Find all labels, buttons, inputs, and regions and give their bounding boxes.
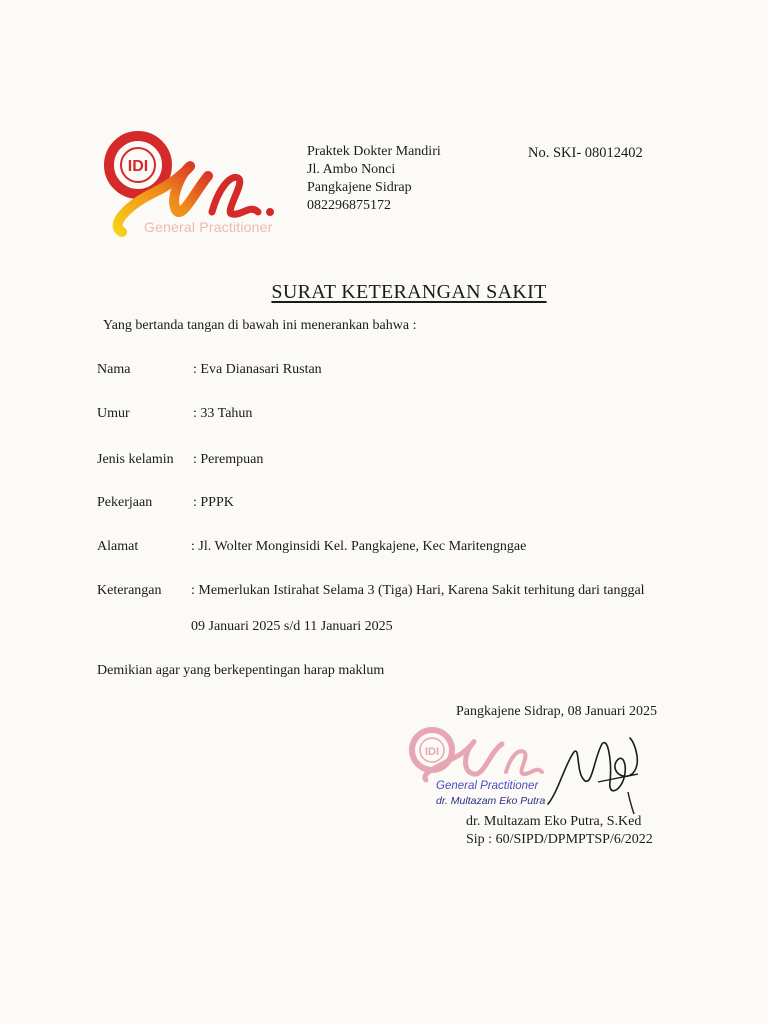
stamp-line-title: General Practitioner [436,780,539,792]
field-label: Pekerjaan [97,495,153,510]
signatory-name: dr. Multazam Eko Putra, S.Ked [466,814,642,829]
field-value: : Jl. Wolter Monginsidi Kel. Pangkajene, Kec Maritengngae [191,539,527,554]
letterhead-address [307,143,441,215]
field-value: : PPPK [193,495,234,510]
field-value: : Memerlukan Istirahat Selama 3 (Tiga) Hari, Karena Sakit terhitung dari tanggal [191,583,645,598]
field-label: Alamat [97,539,139,554]
field-value-continuation: 09 Januari 2025 s/d 11 Januari 2025 [191,619,393,634]
field-value: : Perempuan [193,452,264,467]
stamp-line-name: dr. Multazam Eko Putra [436,795,546,807]
address-city: Pangkajene Sidrap [307,180,412,195]
field-label: Umur [97,406,130,421]
practice-name: Praktek Dokter Mandiri [307,144,441,159]
field-label: Nama [97,362,131,377]
document-title: SURAT KETERANGAN SAKIT [271,281,547,303]
logo-caption: General Practitioner [144,219,273,235]
doctor-stamp [398,722,658,822]
field-value: : Eva Dianasari Rustan [193,362,322,377]
svg-text:IDI: IDI [424,746,440,758]
intro-text: Yang bertanda tangan di bawah ini menerankan bahwa : [103,318,417,333]
letter-number: No. SKI- 08012402 [528,145,643,161]
field-label: Keterangan [97,583,162,598]
signatory-sip: Sip : 60/SIPD/DPMPTSP/6/2022 [466,832,653,847]
closing-text: Demikian agar yang berkepentingan harap maklum [97,663,385,678]
place-date: Pangkajene Sidrap, 08 Januari 2025 [456,704,658,719]
svg-text:IDI: IDI [127,158,149,175]
phone-number: 082296875172 [307,198,391,213]
clinic-logo [100,120,300,245]
address-street: Jl. Ambo Nonci [307,162,396,177]
field-label: Jenis kelamin [97,452,174,467]
field-value: : 33 Tahun [193,406,253,421]
